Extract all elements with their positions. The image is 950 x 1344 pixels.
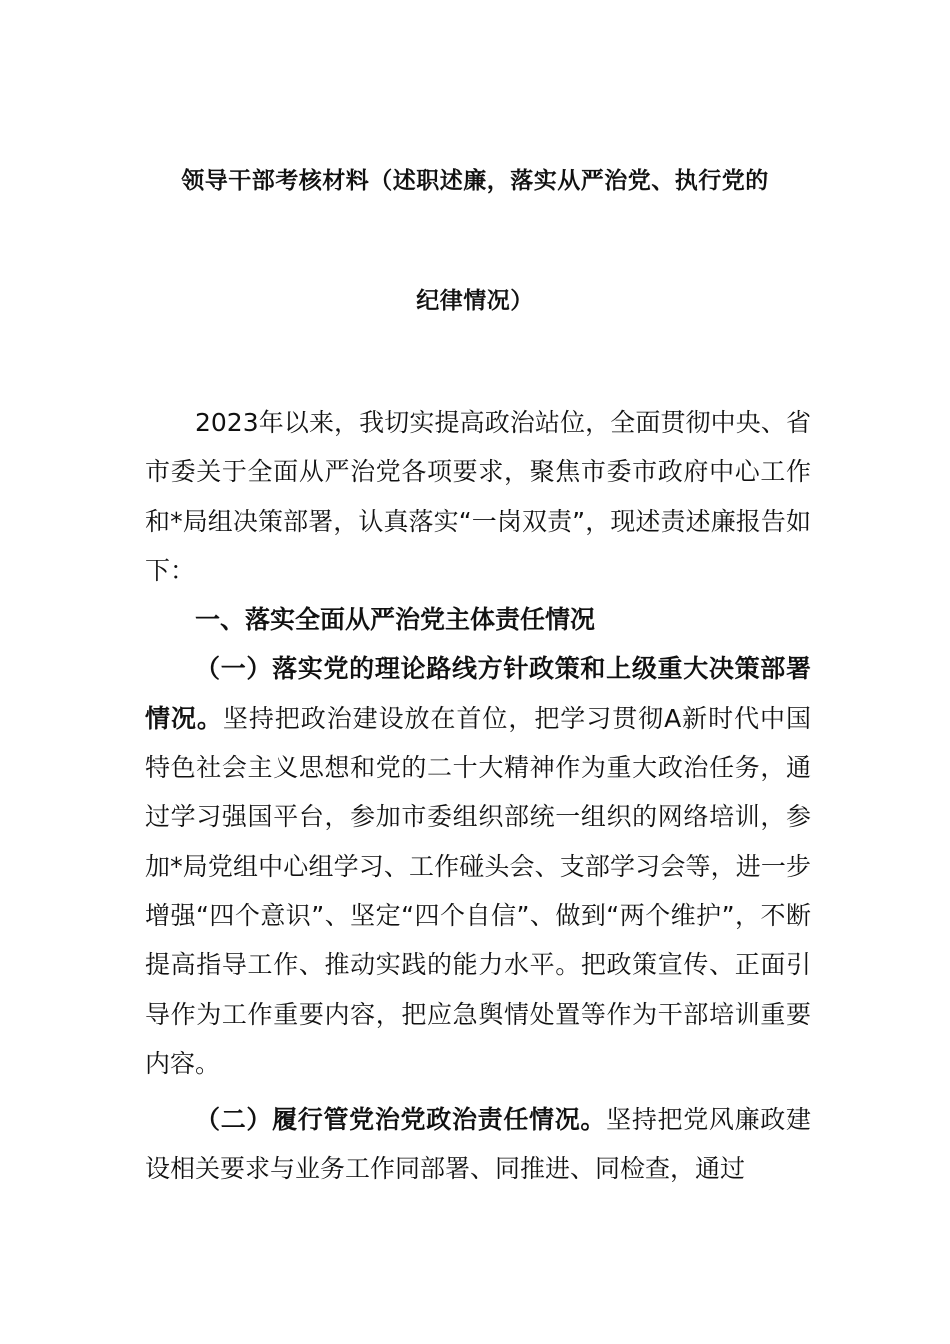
- document-body: [145, 398, 811, 1194]
- subsection-1-paragraph: [145, 644, 811, 1088]
- subsection-1-body: 坚持把政治建设放在首位，把学习贯彻A新时代中国特色社会主义思想和党的二十大精神作为重大政治任务，通过学习强国平台，参加市委组织部统一组织的网络培训，参加*局党组中心组学习、工作碰头会、支部学习会等，进一步增强“四个意识”、坚定“四个自信”、做到“两个维护”，不断提高指导工作、推动实践的能力水平。把政策宣传、正面引导作为工作重要内容，把应急舆情处置等作为干部培训重要内容。: [145, 703, 811, 1078]
- subsection-2-body: 坚持把党风廉政建设相关要求与业务工作同部署、同推进、同检查，通过: [145, 1105, 811, 1184]
- intro-paragraph: 2023年以来，我切实提高政治站位，全面贯彻中央、省市委关于全面从严治党各项要求，聚焦市委市政府中心工作和*局组决策部署，认真落实“一岗双责”，现述责述廉报告如下：: [145, 408, 811, 585]
- section-1-heading: 一、落实全面从严治党主体责任情况: [195, 605, 596, 635]
- subsection-1-lead: （一）落实党的理论路线方针政策和上级重大决策部署情况。: [145, 654, 811, 733]
- document-title-line-1: 领导干部考核材料（述职述廉，落实从严治党、执行党的: [181, 168, 769, 194]
- document-title-line-2: 纪律情况）: [416, 288, 534, 314]
- subsection-2-lead: （二）履行管党治党政治责任情况。: [195, 1105, 607, 1135]
- subsection-2-paragraph: [145, 1095, 811, 1194]
